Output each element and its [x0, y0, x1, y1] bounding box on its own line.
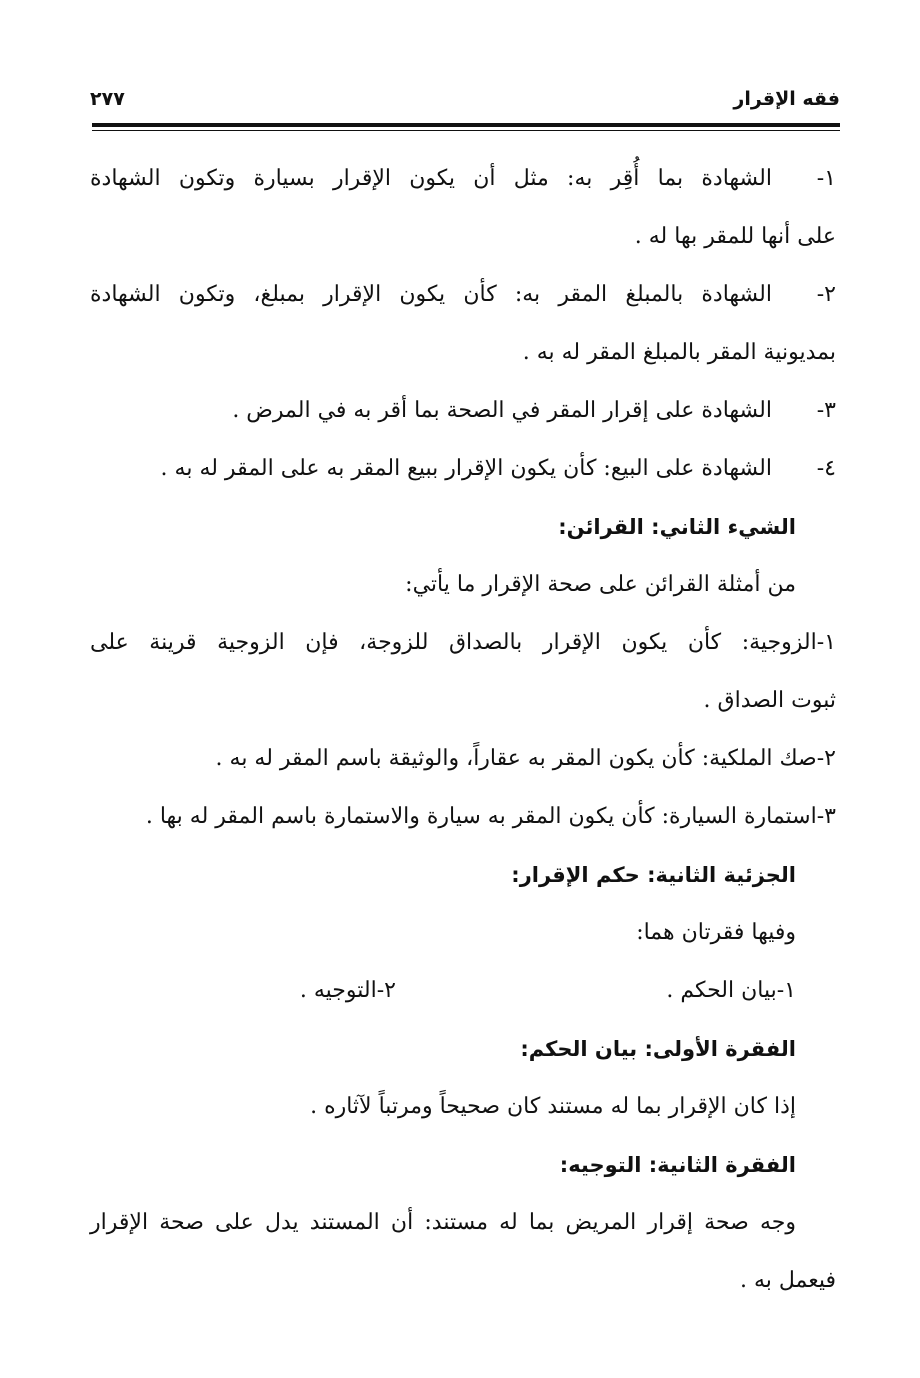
item-text-continued: بمديونية المقر بالمبلغ المقر له به . — [522, 340, 836, 365]
item-number: ٣- — [816, 398, 836, 423]
witness-item-2-line-1 — [90, 266, 836, 324]
item-text: الشهادة على البيع: كأن يكون الإقرار ببيع المقر به على المقر له به . — [160, 456, 772, 481]
paragraph-list-item-1: ١-بيان الحكم . — [666, 978, 796, 1003]
witness-item-3 — [90, 382, 836, 440]
section-heading-justification: الفقرة الثانية: التوجيه: — [559, 1153, 796, 1177]
evidence-intro: من أمثلة القرائن على صحة الإقرار ما يأتي: — [405, 572, 796, 597]
header-rule-thick — [92, 123, 840, 127]
witness-item-4 — [90, 440, 836, 498]
item-number: ١- — [816, 166, 836, 191]
running-title: فقه الإقرار — [733, 88, 840, 110]
evidence-item-2: ٢-صك الملكية: كأن يكون المقر به عقاراً، والوثيقة باسم المقر له به . — [215, 746, 836, 771]
witness-item-2-line-2 — [90, 324, 836, 382]
item-number: ٢- — [816, 282, 836, 307]
section-heading-ruling-part: الجزئية الثانية: حكم الإقرار: — [511, 863, 796, 887]
justification-line-1: وجه صحة إقرار المريض بما له مستند: أن المستند يدل على صحة الإقرار — [90, 1210, 796, 1235]
item-number: ٤- — [816, 456, 836, 481]
evidence-item-1-line-1: ١-الزوجية: كأن يكون الإقرار بالصداق للزوجة، فإن الزوجية قرينة على — [90, 630, 836, 655]
paragraph-list — [90, 962, 836, 1020]
witness-item-1-line-2 — [90, 208, 836, 266]
ruling-part-intro: وفيها فقرتان هما: — [636, 920, 796, 945]
item-text: الشهادة بما أُقِر به: مثل أن يكون الإقرار بسيارة وتكون الشهادة — [90, 166, 772, 191]
item-text: الشهادة بالمبلغ المقر به: كأن يكون الإقرار بمبلغ، وتكون الشهادة — [90, 282, 772, 307]
header-rule-thin — [92, 130, 840, 131]
witness-item-1-line-1 — [90, 150, 836, 208]
paragraph-list-item-2: ٢-التوجيه . — [299, 978, 396, 1003]
item-text-continued: على أنها للمقر بها له . — [634, 224, 836, 249]
ruling-text: إذا كان الإقرار بما له مستند كان صحيحاً ومرتباً لآثاره . — [310, 1094, 796, 1119]
section-heading-evidence: الشيء الثاني: القرائن: — [558, 515, 796, 539]
evidence-item-3: ٣-استمارة السيارة: كأن يكون المقر به سيارة والاستمارة باسم المقر له بها . — [145, 804, 836, 829]
section-heading-ruling: الفقرة الأولى: بيان الحكم: — [520, 1037, 796, 1061]
item-text: الشهادة على إقرار المقر في الصحة بما أقر به في المرض . — [232, 398, 772, 423]
page-body — [90, 150, 836, 1310]
page-number: ٢٧٧ — [90, 88, 125, 110]
page-header — [90, 88, 840, 118]
evidence-item-1-line-2: ثبوت الصداق . — [703, 688, 836, 713]
justification-line-2: فيعمل به . — [739, 1268, 836, 1293]
